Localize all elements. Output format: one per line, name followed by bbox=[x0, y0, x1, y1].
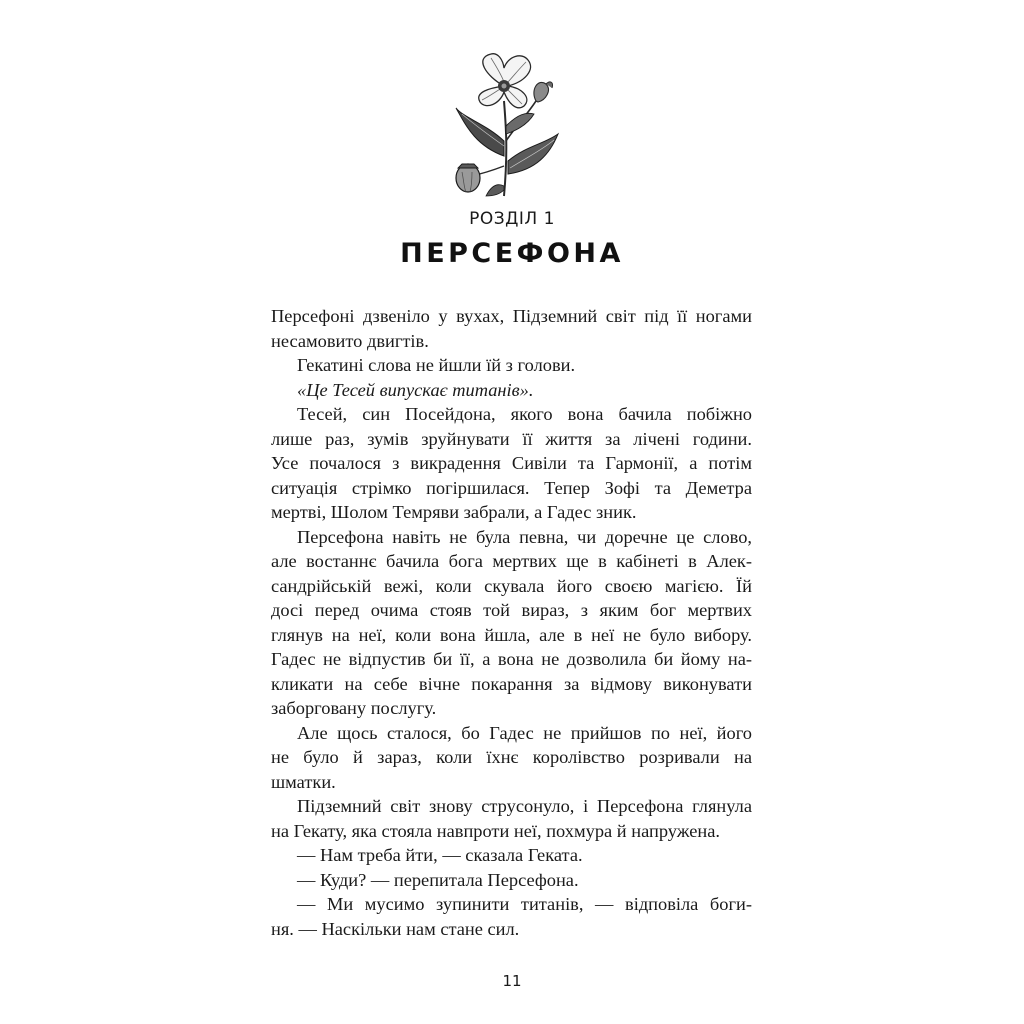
text-line: не було й зараз, коли їхнє королівство розривали на bbox=[271, 747, 752, 767]
text-line: досі перед очима стояв той вираз, з яким бог мертвих bbox=[271, 600, 752, 620]
text-line: Усе почалося з викрадення Сивіли та Гармонії, а потім bbox=[271, 453, 752, 473]
text-line: Персефона навіть не була певна, чи доречне це слово, bbox=[297, 526, 752, 547]
text-line: Гадес не відпустив би її, а вона не дозволила би йому на- bbox=[271, 649, 752, 669]
text-line-quote: «Це Тесей випускає титанів». bbox=[297, 379, 534, 400]
text-line: Підземний світ знову струсонуло, і Персефона глянула bbox=[297, 796, 752, 816]
chapter-title: ПЕРСЕФОНА bbox=[400, 238, 624, 269]
poppy-flower-icon bbox=[446, 46, 576, 206]
text-line-dialogue: — Нам треба йти, — сказала Геката. bbox=[297, 845, 583, 865]
text-line: ситуація стрімко погіршилася. Тепер Зофі та Деметра bbox=[271, 477, 752, 498]
text-line: Тесей, син Посейдона, якого вона бачила побіжно bbox=[297, 404, 752, 424]
text-line: заборговану послугу. bbox=[271, 698, 437, 718]
text-line: Але щось сталося, бо Гадес не прийшов по неї, його bbox=[297, 722, 752, 743]
text-line: але востаннє бачила бога мертвих ще в кабінеті в Алек- bbox=[271, 551, 752, 571]
text-line: на Гекату, яка стояла навпроти неї, похмура й напружена. bbox=[271, 820, 720, 841]
text-line: сандрійській вежі, коли скувала його своєю магією. Їй bbox=[271, 575, 752, 596]
text-line: несамовито двигтів. bbox=[271, 330, 429, 351]
text-line: глянув на неї, коли вона йшла, але в неї не було вибору. bbox=[271, 624, 752, 645]
text-line-dialogue: — Куди? — перепитала Персефона. bbox=[297, 869, 579, 890]
text-line-dialogue: — Ми мусимо зупинити титанів, — відповіла боги- bbox=[297, 894, 752, 914]
text-line: кликати на себе вічне покарання за відмову виконувати bbox=[271, 673, 752, 694]
chapter-label: РОЗДІЛ 1 bbox=[469, 209, 555, 229]
text-line: мертві, Шолом Темряви забрали, а Гадес зник. bbox=[271, 502, 637, 522]
text-line: Персефоні дзвеніло у вухах, Підземний світ під її ногами bbox=[271, 306, 752, 326]
page-number: 11 bbox=[502, 972, 522, 990]
chapter-body bbox=[271, 304, 752, 941]
text-line: шматки. bbox=[271, 771, 336, 792]
text-line: Гекатині слова не йшли їй з голови. bbox=[297, 355, 576, 375]
text-line-dialogue: ня. — Наскільки нам стане сил. bbox=[271, 918, 520, 939]
text-line: лише раз, зумів зруйнувати її життя за лічені години. bbox=[271, 428, 752, 449]
